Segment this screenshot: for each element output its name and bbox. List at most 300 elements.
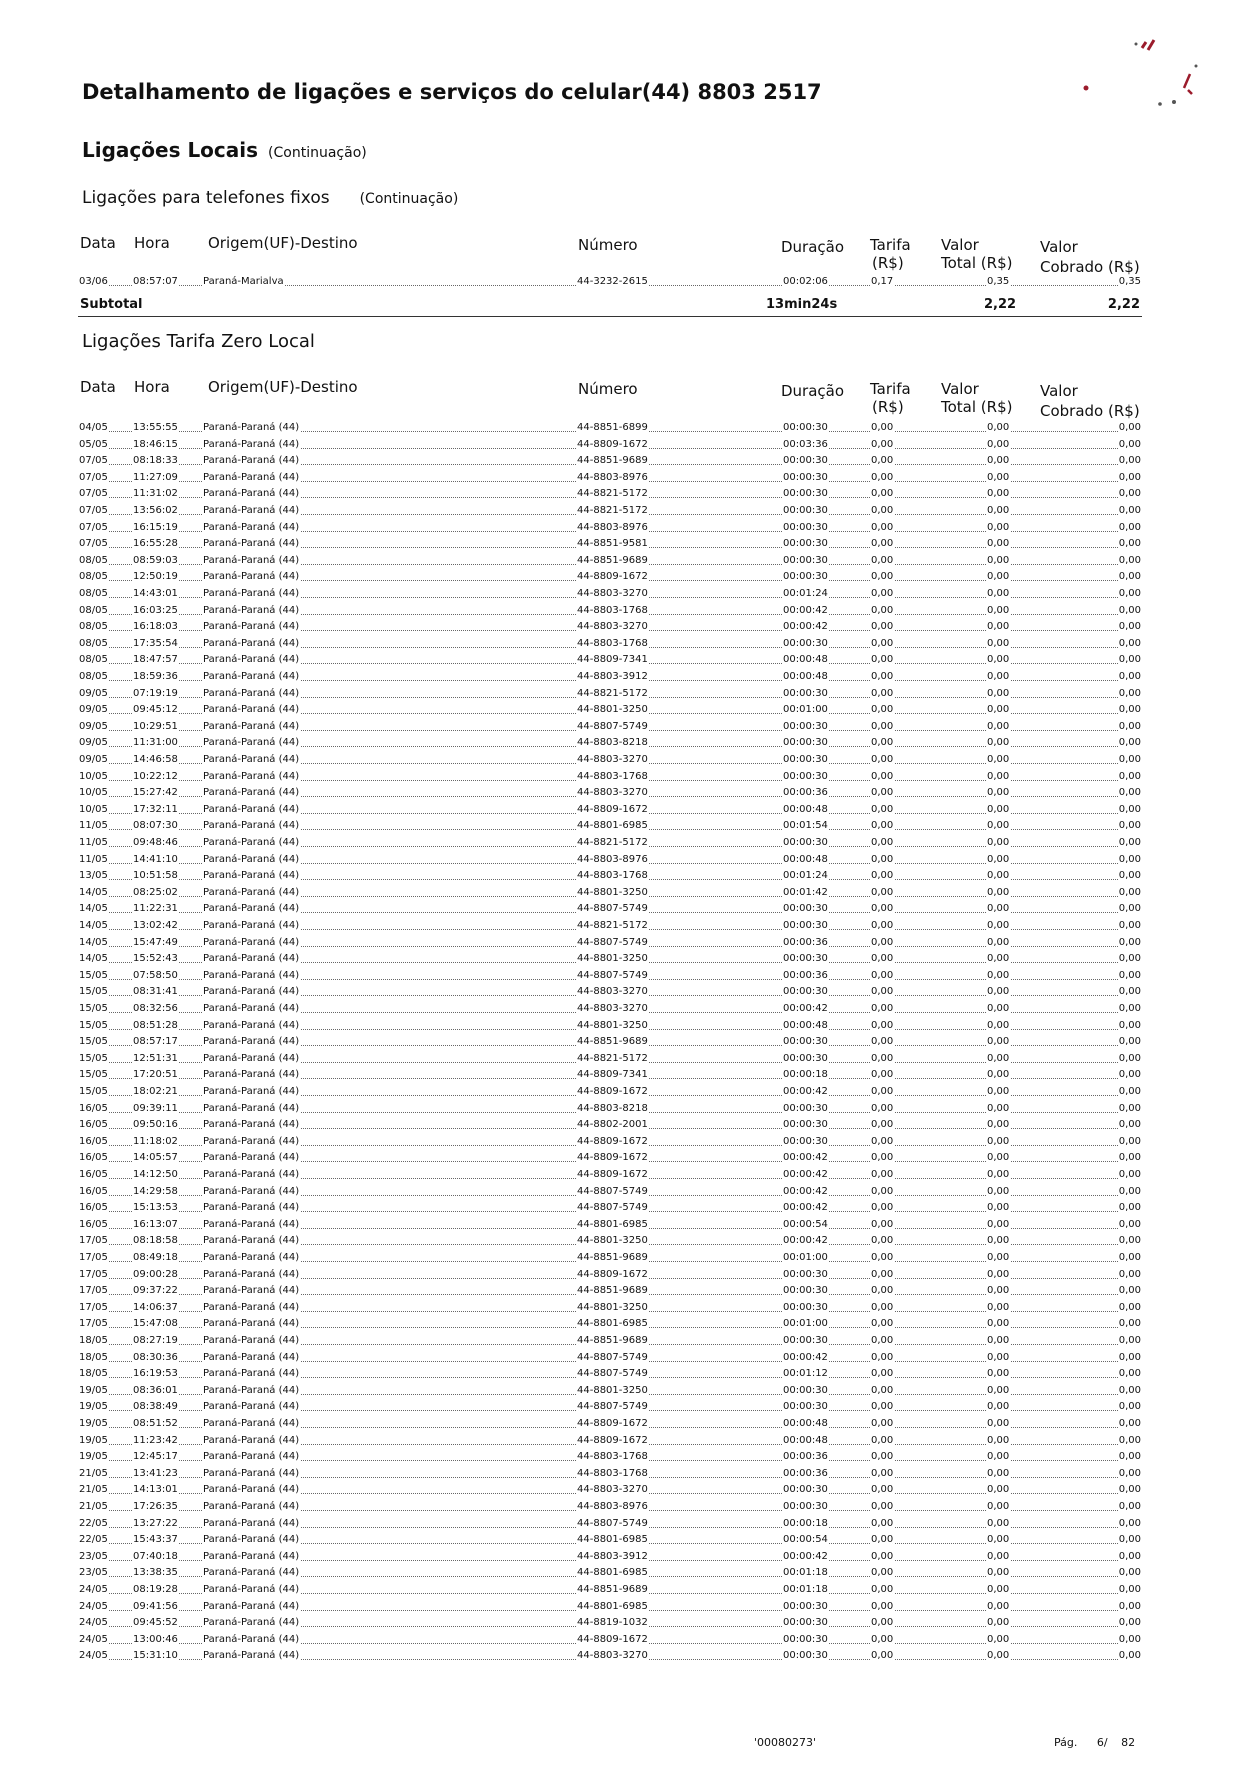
cell-valor-cobrado: 0,00 xyxy=(1118,837,1141,848)
col-valor: Valor xyxy=(941,380,979,398)
cell-valor-cobrado: 0,00 xyxy=(1118,1218,1141,1230)
cell-data: 14/05 xyxy=(79,920,108,931)
cell-valor-cobrado: 0,00 xyxy=(1118,986,1141,998)
cell-valor-cobrado: 0,00 xyxy=(1118,455,1141,467)
cell-valor-total: 0,00 xyxy=(987,803,1010,815)
cell-data: 22/05 xyxy=(79,1534,108,1546)
cell-valor-cobrado: 0,00 xyxy=(1118,422,1141,433)
cell-numero: 44-8809-1672 xyxy=(577,571,648,583)
cell-numero: 44-8809-1672 xyxy=(577,1135,648,1147)
cell-hora: 16:18:03 xyxy=(133,621,178,633)
page-sep: / xyxy=(1103,1736,1108,1749)
cell-numero: 44-8803-3270 xyxy=(577,1484,648,1496)
cell-origem: Paraná-Paraná (44) xyxy=(203,770,300,782)
cell-tarifa: 0,00 xyxy=(871,837,894,848)
cell-tarifa: 0,00 xyxy=(871,554,894,566)
cell-origem: Paraná-Paraná (44) xyxy=(203,637,300,649)
cell-numero: 44-8851-9581 xyxy=(577,538,648,550)
cell-hora: 08:49:18 xyxy=(133,1252,178,1263)
cell-numero: 44-8809-1672 xyxy=(577,1169,648,1180)
cell-duracao: 00:00:48 xyxy=(783,1434,828,1446)
cell-tarifa: 0,00 xyxy=(871,1368,894,1380)
cell-data: 17/05 xyxy=(79,1235,108,1247)
cell-origem: Paraná-Paraná (44) xyxy=(203,1152,300,1164)
cell-data: 05/05 xyxy=(79,438,108,450)
cell-valor-cobrado: 0,00 xyxy=(1118,1202,1141,1214)
table-row xyxy=(78,619,1142,636)
cell-tarifa: 0,00 xyxy=(871,1169,894,1180)
cell-origem: Paraná-Paraná (44) xyxy=(203,969,300,981)
cell-numero: 44-8801-6985 xyxy=(577,1567,648,1579)
cell-valor-total: 0,00 xyxy=(987,1268,1010,1280)
table-row xyxy=(78,1449,1142,1466)
table-row xyxy=(78,536,1142,553)
cell-numero: 44-8801-6985 xyxy=(577,1218,648,1230)
cell-valor-total: 0,00 xyxy=(987,1501,1010,1512)
cell-valor-cobrado: 0,00 xyxy=(1118,1351,1141,1363)
cell-origem: Paraná-Paraná (44) xyxy=(203,1600,300,1612)
col-valor-cobrado: Cobrado (R$) xyxy=(1040,258,1140,276)
table-row xyxy=(78,1582,1142,1599)
cell-numero: 44-8807-5749 xyxy=(577,1351,648,1363)
table-row xyxy=(78,1001,1142,1018)
cell-valor-total: 0,00 xyxy=(987,986,1010,998)
cell-duracao: 00:01:12 xyxy=(783,1368,828,1380)
cell-duracao: 00:01:18 xyxy=(783,1584,828,1595)
cell-tarifa: 0,00 xyxy=(871,621,894,633)
cell-origem: Paraná-Paraná (44) xyxy=(203,1301,300,1313)
cell-valor-total: 0,00 xyxy=(987,604,1010,616)
cell-tarifa: 0,00 xyxy=(871,1218,894,1230)
cell-tarifa: 0,00 xyxy=(871,1301,894,1313)
cell-valor-total: 0,00 xyxy=(987,471,1010,483)
cell-origem: Paraná-Paraná (44) xyxy=(203,920,300,931)
cell-valor-total: 0,00 xyxy=(987,637,1010,649)
cell-data: 21/05 xyxy=(79,1484,108,1496)
cell-data: 08/05 xyxy=(79,571,108,583)
cell-valor-total: 0,00 xyxy=(987,1135,1010,1147)
col-valor-total: Total (R$) xyxy=(941,398,1013,416)
cell-origem: Paraná-Paraná (44) xyxy=(203,538,300,550)
table-row xyxy=(78,1117,1142,1134)
cell-valor-cobrado: 0,00 xyxy=(1118,903,1141,915)
cell-hora: 16:55:28 xyxy=(133,538,178,550)
cell-valor-total: 0,00 xyxy=(987,1218,1010,1230)
cell-numero: 44-8803-1768 xyxy=(577,770,648,782)
cell-valor-total: 0,00 xyxy=(987,1235,1010,1247)
cell-tarifa: 0,00 xyxy=(871,438,894,450)
table-row xyxy=(78,1399,1142,1416)
cell-tarifa: 0,00 xyxy=(871,886,894,898)
col-duracao: Duração xyxy=(781,238,845,256)
col-hora: Hora xyxy=(134,234,170,252)
cell-origem: Paraná-Paraná (44) xyxy=(203,521,300,533)
cell-numero: 44-8803-1768 xyxy=(577,870,648,882)
cell-numero: 44-8851-9689 xyxy=(577,554,648,566)
subtotal-row xyxy=(78,296,1142,317)
cell-data: 11/05 xyxy=(79,820,108,832)
table-row xyxy=(78,818,1142,835)
cell-numero: 44-8807-5749 xyxy=(577,969,648,981)
cell-duracao: 00:00:30 xyxy=(783,920,828,931)
table-row xyxy=(78,1333,1142,1350)
table-row xyxy=(78,1034,1142,1051)
cell-tarifa: 0,00 xyxy=(871,1633,894,1645)
cell-numero: 44-8809-1672 xyxy=(577,1633,648,1645)
cell-tarifa: 0,00 xyxy=(871,1202,894,1214)
cell-data: 17/05 xyxy=(79,1252,108,1263)
cell-hora: 15:31:10 xyxy=(133,1650,178,1662)
cell-origem: Paraná-Paraná (44) xyxy=(203,1086,300,1097)
cell-data: 18/05 xyxy=(79,1368,108,1380)
cell-tarifa: 0,00 xyxy=(871,1451,894,1463)
table-row xyxy=(78,603,1142,620)
cell-tarifa: 0,00 xyxy=(871,571,894,583)
cell-origem: Paraná-Paraná (44) xyxy=(203,1384,300,1396)
cell-valor-total: 0,00 xyxy=(987,1052,1010,1064)
cell-duracao: 00:00:42 xyxy=(783,1003,828,1014)
cell-origem: Paraná-Paraná (44) xyxy=(203,704,300,716)
cell-numero: 44-8807-5749 xyxy=(577,1202,648,1214)
cell-tarifa: 0,00 xyxy=(871,604,894,616)
cell-tarifa: 0,00 xyxy=(871,1252,894,1263)
cell-tarifa: 0,00 xyxy=(871,1418,894,1429)
cell-numero: 44-8821-5172 xyxy=(577,505,648,516)
cell-duracao: 00:00:30 xyxy=(783,1600,828,1612)
cell-duracao: 00:00:48 xyxy=(783,1019,828,1031)
cell-duracao: 00:00:42 xyxy=(783,1202,828,1214)
cell-hora: 08:30:36 xyxy=(133,1351,178,1363)
cell-valor-total: 0,00 xyxy=(987,1252,1010,1263)
col-data: Data xyxy=(80,234,116,252)
cell-valor-cobrado: 0,00 xyxy=(1118,953,1141,965)
cell-tarifa: 0,00 xyxy=(871,1567,894,1579)
cell-valor-total: 0,35 xyxy=(987,276,1010,287)
cell-numero: 44-8803-8218 xyxy=(577,1102,648,1114)
cell-numero: 44-8801-6985 xyxy=(577,820,648,832)
cell-data: 19/05 xyxy=(79,1451,108,1463)
table-row xyxy=(78,702,1142,719)
cell-valor-cobrado: 0,00 xyxy=(1118,1268,1141,1280)
cell-origem: Paraná-Paraná (44) xyxy=(203,737,300,749)
cell-origem: Paraná-Paraná (44) xyxy=(203,1484,300,1496)
cell-tarifa: 0,00 xyxy=(871,1086,894,1097)
table-row xyxy=(78,1217,1142,1234)
cell-origem: Paraná-Paraná (44) xyxy=(203,422,300,433)
cell-data: 24/05 xyxy=(79,1633,108,1645)
cell-numero: 44-8803-8976 xyxy=(577,521,648,533)
page-number xyxy=(1054,1736,1135,1749)
cell-valor-cobrado: 0,00 xyxy=(1118,1052,1141,1064)
cell-valor-cobrado: 0,00 xyxy=(1118,1301,1141,1313)
cell-origem: Paraná-Paraná (44) xyxy=(203,1633,300,1645)
cell-hora: 08:57:17 xyxy=(133,1036,178,1048)
table-row xyxy=(78,769,1142,786)
cell-numero: 44-8809-1672 xyxy=(577,1434,648,1446)
cell-hora: 17:26:35 xyxy=(133,1501,178,1512)
cell-valor-cobrado: 0,00 xyxy=(1118,820,1141,832)
cell-tarifa: 0,17 xyxy=(871,276,894,287)
cell-numero: 44-8803-3270 xyxy=(577,787,648,799)
cell-valor-total: 0,00 xyxy=(987,1169,1010,1180)
cell-duracao: 00:00:30 xyxy=(783,488,828,500)
cell-data: 14/05 xyxy=(79,886,108,898)
subsection-label: Ligações para telefones fixos xyxy=(82,188,330,208)
cell-numero: 44-8807-5749 xyxy=(577,1185,648,1197)
cell-numero: 44-8801-3250 xyxy=(577,1384,648,1396)
cell-valor-total: 0,00 xyxy=(987,820,1010,832)
table-row xyxy=(78,1316,1142,1333)
col-valor-total: Total (R$) xyxy=(941,254,1013,272)
cell-tarifa: 0,00 xyxy=(871,1052,894,1064)
cell-valor-cobrado: 0,00 xyxy=(1118,720,1141,732)
cell-duracao: 00:00:30 xyxy=(783,521,828,533)
cell-hora: 15:47:08 xyxy=(133,1318,178,1330)
col-origem: Origem(UF)-Destino xyxy=(208,378,358,396)
cell-duracao: 00:01:00 xyxy=(783,1252,828,1263)
cell-origem: Paraná-Paraná (44) xyxy=(203,671,300,682)
cell-origem: Paraná-Paraná (44) xyxy=(203,1036,300,1048)
cell-origem: Paraná-Paraná (44) xyxy=(203,588,300,599)
cell-data: 07/05 xyxy=(79,538,108,550)
cell-valor-cobrado: 0,00 xyxy=(1118,488,1141,500)
cell-valor-total: 0,00 xyxy=(987,1086,1010,1097)
cell-valor-cobrado: 0,00 xyxy=(1118,1335,1141,1346)
cell-origem: Paraná-Paraná (44) xyxy=(203,1019,300,1031)
cell-numero: 44-8803-3270 xyxy=(577,754,648,765)
cell-duracao: 00:00:54 xyxy=(783,1534,828,1546)
cell-tarifa: 0,00 xyxy=(871,770,894,782)
cell-valor-cobrado: 0,00 xyxy=(1118,1384,1141,1396)
cell-valor-total: 0,00 xyxy=(987,455,1010,467)
cell-hora: 15:52:43 xyxy=(133,953,178,965)
cell-origem: Paraná-Paraná (44) xyxy=(203,438,300,450)
cell-tarifa: 0,00 xyxy=(871,803,894,815)
cell-hora: 18:02:21 xyxy=(133,1086,178,1097)
cell-tarifa: 0,00 xyxy=(871,1318,894,1330)
cell-duracao: 00:00:30 xyxy=(783,505,828,516)
cell-numero: 44-8851-9689 xyxy=(577,1252,648,1263)
cell-tarifa: 0,00 xyxy=(871,1484,894,1496)
cell-hora: 10:22:12 xyxy=(133,770,178,782)
cell-valor-total: 0,00 xyxy=(987,1567,1010,1579)
cell-tarifa: 0,00 xyxy=(871,1268,894,1280)
cell-tarifa: 0,00 xyxy=(871,521,894,533)
cell-valor-cobrado: 0,00 xyxy=(1118,754,1141,765)
cell-valor-cobrado: 0,00 xyxy=(1118,1086,1141,1097)
cell-hora: 09:00:28 xyxy=(133,1268,178,1280)
cell-origem: Paraná-Paraná (44) xyxy=(203,1135,300,1147)
cell-valor-total: 0,00 xyxy=(987,1119,1010,1131)
cell-origem: Paraná-Paraná (44) xyxy=(203,1185,300,1197)
cell-valor-total: 0,00 xyxy=(987,1285,1010,1297)
cell-duracao: 00:00:30 xyxy=(783,1335,828,1346)
cell-numero: 44-8807-5749 xyxy=(577,936,648,948)
cell-data: 19/05 xyxy=(79,1401,108,1413)
cell-tarifa: 0,00 xyxy=(871,637,894,649)
cell-tarifa: 0,00 xyxy=(871,754,894,765)
cell-data: 10/05 xyxy=(79,787,108,799)
cell-origem: Paraná-Marialva xyxy=(203,276,284,287)
cell-tarifa: 0,00 xyxy=(871,671,894,682)
cell-data: 15/05 xyxy=(79,1069,108,1081)
cell-duracao: 00:00:48 xyxy=(783,853,828,865)
cell-duracao: 00:00:30 xyxy=(783,422,828,433)
cell-hora: 08:51:52 xyxy=(133,1418,178,1429)
cell-data: 08/05 xyxy=(79,554,108,566)
cell-valor-total: 0,00 xyxy=(987,1069,1010,1081)
col-tarifa: Tarifa xyxy=(870,380,911,398)
cell-data: 10/05 xyxy=(79,770,108,782)
cell-origem: Paraná-Paraná (44) xyxy=(203,936,300,948)
cell-data: 15/05 xyxy=(79,1003,108,1014)
cell-numero: 44-8803-1768 xyxy=(577,637,648,649)
cell-origem: Paraná-Paraná (44) xyxy=(203,654,300,666)
cell-data: 03/06 xyxy=(79,276,108,287)
cell-valor-total: 0,00 xyxy=(987,770,1010,782)
cell-tarifa: 0,00 xyxy=(871,853,894,865)
cell-valor-total: 0,00 xyxy=(987,1534,1010,1546)
cell-numero: 44-8807-5749 xyxy=(577,1517,648,1529)
cell-numero: 44-8803-3912 xyxy=(577,671,648,682)
cell-duracao: 00:00:18 xyxy=(783,1069,828,1081)
cell-valor-cobrado: 0,00 xyxy=(1118,1633,1141,1645)
cell-data: 10/05 xyxy=(79,803,108,815)
cell-numero: 44-8809-1672 xyxy=(577,1152,648,1164)
cell-tarifa: 0,00 xyxy=(871,870,894,882)
col-tarifa: Tarifa xyxy=(870,236,911,254)
cell-origem: Paraná-Paraná (44) xyxy=(203,1351,300,1363)
table-row xyxy=(78,553,1142,570)
cell-numero: 44-8803-8976 xyxy=(577,1501,648,1512)
cell-valor-cobrado: 0,00 xyxy=(1118,936,1141,948)
cell-origem: Paraná-Paraná (44) xyxy=(203,953,300,965)
cell-numero: 44-8807-5749 xyxy=(577,720,648,732)
cell-tarifa: 0,00 xyxy=(871,1467,894,1479)
table-row xyxy=(78,1615,1142,1632)
cell-valor-total: 0,00 xyxy=(987,505,1010,516)
cell-origem: Paraná-Paraná (44) xyxy=(203,554,300,566)
cell-origem: Paraná-Paraná (44) xyxy=(203,870,300,882)
cell-hora: 14:05:57 xyxy=(133,1152,178,1164)
table-row xyxy=(78,918,1142,935)
cell-valor-cobrado: 0,00 xyxy=(1118,969,1141,981)
table-row xyxy=(78,1350,1142,1367)
cell-origem: Paraná-Paraná (44) xyxy=(203,754,300,765)
cell-origem: Paraná-Paraná (44) xyxy=(203,1069,300,1081)
cell-tarifa: 0,00 xyxy=(871,903,894,915)
cell-origem: Paraná-Paraná (44) xyxy=(203,1534,300,1546)
cell-valor-cobrado: 0,00 xyxy=(1118,886,1141,898)
cell-numero: 44-3232-2615 xyxy=(577,276,648,287)
cell-hora: 11:31:00 xyxy=(133,737,178,749)
table-row xyxy=(78,1167,1142,1184)
cell-hora: 14:06:37 xyxy=(133,1301,178,1313)
cell-duracao: 00:00:36 xyxy=(783,936,828,948)
table-row xyxy=(78,1466,1142,1483)
cell-valor-cobrado: 0,00 xyxy=(1118,554,1141,566)
cell-valor-total: 0,00 xyxy=(987,969,1010,981)
cell-numero: 44-8803-8976 xyxy=(577,853,648,865)
cell-valor-total: 0,00 xyxy=(987,1351,1010,1363)
cell-valor-total: 0,00 xyxy=(987,1384,1010,1396)
cell-valor-cobrado: 0,00 xyxy=(1118,538,1141,550)
cell-origem: Paraná-Paraná (44) xyxy=(203,1584,300,1595)
cell-origem: Paraná-Paraná (44) xyxy=(203,1451,300,1463)
table-row xyxy=(78,1599,1142,1616)
cell-tarifa: 0,00 xyxy=(871,1019,894,1031)
cell-tarifa: 0,00 xyxy=(871,1517,894,1529)
cell-data: 21/05 xyxy=(79,1501,108,1512)
table-row xyxy=(78,752,1142,769)
cell-hora: 18:59:36 xyxy=(133,671,178,682)
page-title: Detalhamento de ligações e serviços do celular(44) 8803 2517 xyxy=(82,80,822,104)
cell-hora: 13:02:42 xyxy=(133,920,178,931)
cell-data: 14/05 xyxy=(79,903,108,915)
table-row xyxy=(78,636,1142,653)
cell-valor-total: 0,00 xyxy=(987,1301,1010,1313)
cell-tarifa: 0,00 xyxy=(871,953,894,965)
cell-data: 08/05 xyxy=(79,621,108,633)
cell-valor-total: 0,00 xyxy=(987,687,1010,699)
cell-valor-total: 0,00 xyxy=(987,1434,1010,1446)
cell-duracao: 00:00:48 xyxy=(783,803,828,815)
table-row xyxy=(78,274,1142,291)
cell-tarifa: 0,00 xyxy=(871,1102,894,1114)
cell-hora: 09:39:11 xyxy=(133,1102,178,1114)
cell-origem: Paraná-Paraná (44) xyxy=(203,1650,300,1662)
cell-hora: 16:15:19 xyxy=(133,521,178,533)
cell-data: 07/05 xyxy=(79,471,108,483)
table-row xyxy=(78,520,1142,537)
cell-hora: 13:38:35 xyxy=(133,1567,178,1579)
col-numero: Número xyxy=(578,236,638,254)
cell-numero: 44-8821-5172 xyxy=(577,920,648,931)
cell-hora: 14:29:58 xyxy=(133,1185,178,1197)
cell-duracao: 00:00:36 xyxy=(783,787,828,799)
cell-valor-total: 0,00 xyxy=(987,554,1010,566)
cell-duracao: 00:00:42 xyxy=(783,1185,828,1197)
document-code: '00080273' xyxy=(754,1736,817,1749)
cell-data: 14/05 xyxy=(79,953,108,965)
cell-data: 15/05 xyxy=(79,1086,108,1097)
section-label: Ligações Locais xyxy=(82,138,259,162)
cell-valor-cobrado: 0,00 xyxy=(1118,1584,1141,1595)
cell-tarifa: 0,00 xyxy=(871,1069,894,1081)
cell-valor-cobrado: 0,00 xyxy=(1118,1600,1141,1612)
cell-hora: 16:13:07 xyxy=(133,1218,178,1230)
cell-valor-total: 0,00 xyxy=(987,1617,1010,1629)
cell-duracao: 00:00:48 xyxy=(783,671,828,682)
cell-hora: 12:51:31 xyxy=(133,1052,178,1064)
table-row xyxy=(78,1499,1142,1516)
cell-duracao: 00:03:36 xyxy=(783,438,828,450)
cell-valor-total: 0,00 xyxy=(987,920,1010,931)
col-hora: Hora xyxy=(134,378,170,396)
cell-data: 09/05 xyxy=(79,737,108,749)
table-row xyxy=(78,719,1142,736)
cell-data: 16/05 xyxy=(79,1185,108,1197)
cell-tarifa: 0,00 xyxy=(871,936,894,948)
page-total: 82 xyxy=(1121,1736,1136,1749)
cell-valor-total: 0,00 xyxy=(987,853,1010,865)
cell-duracao: 00:00:30 xyxy=(783,1102,828,1114)
cell-numero: 44-8851-9689 xyxy=(577,1036,648,1048)
cell-tarifa: 0,00 xyxy=(871,1335,894,1346)
table-row xyxy=(78,1366,1142,1383)
cell-hora: 15:47:49 xyxy=(133,936,178,948)
section-continuation: (Continuação) xyxy=(268,145,367,161)
